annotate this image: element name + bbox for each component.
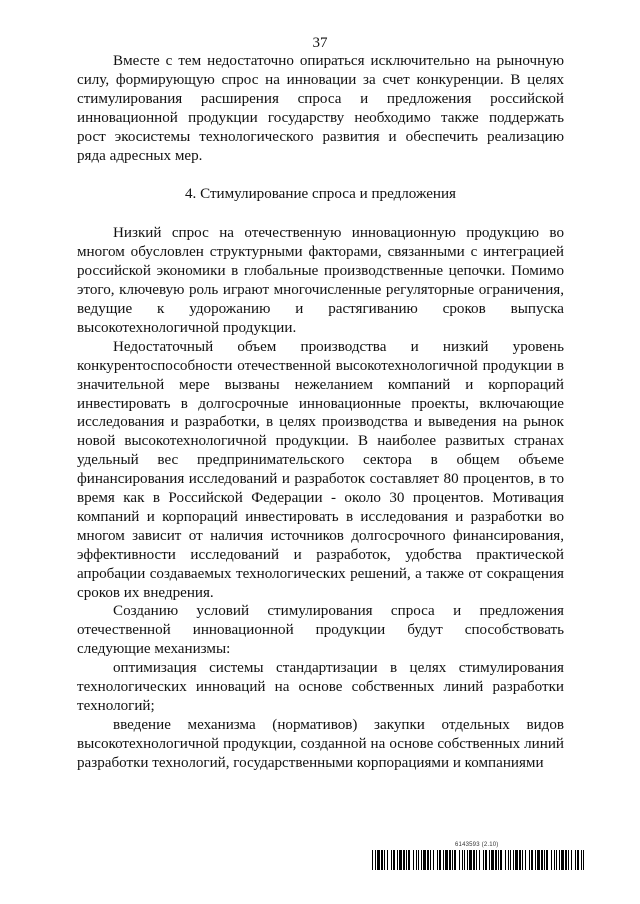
paragraph-procurement: введение механизма (нормативов) закупки отдельных видов высокотехнологичной продукции, созданной на основе собственных линий разработки технологий, государственными корпорациями и компаниями	[77, 716, 564, 771]
paragraph-low-demand: Низкий спрос на отечественную инновационную продукцию во многом обусловлен структурными факторами, связанными с интеграцией российской экономики в глобальные производственные цепочки. Помимо этого, ключевую роль играют многочисленные регуляторные ограничения, ведущие к удорожанию и растягиванию сроков выпуска высокотехнологичной продукции.	[77, 225, 564, 336]
document-id: 6143593 (2.10)	[455, 842, 499, 848]
paragraph-mechanisms-intro: Созданию условий стимулирования спроса и предложения отечественной инновационной продукции будут способствовать следующие механизмы:	[77, 603, 564, 658]
paragraph-standardization: оптимизация системы стандартизации в целях стимулирования технологических инноваций на основе собственных линий разработки технологий;	[77, 660, 564, 714]
intro-paragraph: Вместе с тем недостаточно опираться исключительно на рыночную силу, формирующую спрос на инновации за счет конкуренции. В целях стимулирования расширения спроса и предложения российской инновационной продукции государству необходимо также поддержать рост экосистемы технологического развития и обеспечить реализацию ряда адресных мер.	[77, 53, 564, 164]
page-number: 37	[312, 35, 328, 51]
section-heading: 4. Стимулирование спроса и предложения	[184, 186, 457, 203]
paragraph-production-volume: Недостаточный объем производства и низкий уровень конкурентоспособности отечественной высокотехнологичной продукции в значительной мере вызваны нежеланием компаний и корпораций инвестировать в долгосрочные инновационные проекты, включающие исследования и разработки, в целях производства и выведения на рынок новой высокотехнологичной продукции. В наиболее развитых странах удельный вес предпринимательского сектора в общем объеме финансирования исследований и разработок составляет 80 процентов, в то время как в Российской Федерации - около 30 процентов. Мотивация компаний и корпораций инвестировать в исследования и разработки во многом зависит от наличия источников долгосрочного финансирования, эффективности исследований и разработок, удобства практической апробации создаваемых технологических решений, а также от сокращения сроков их внедрения.	[77, 338, 564, 601]
barcode-icon	[372, 850, 584, 870]
document-body	[77, 52, 564, 773]
